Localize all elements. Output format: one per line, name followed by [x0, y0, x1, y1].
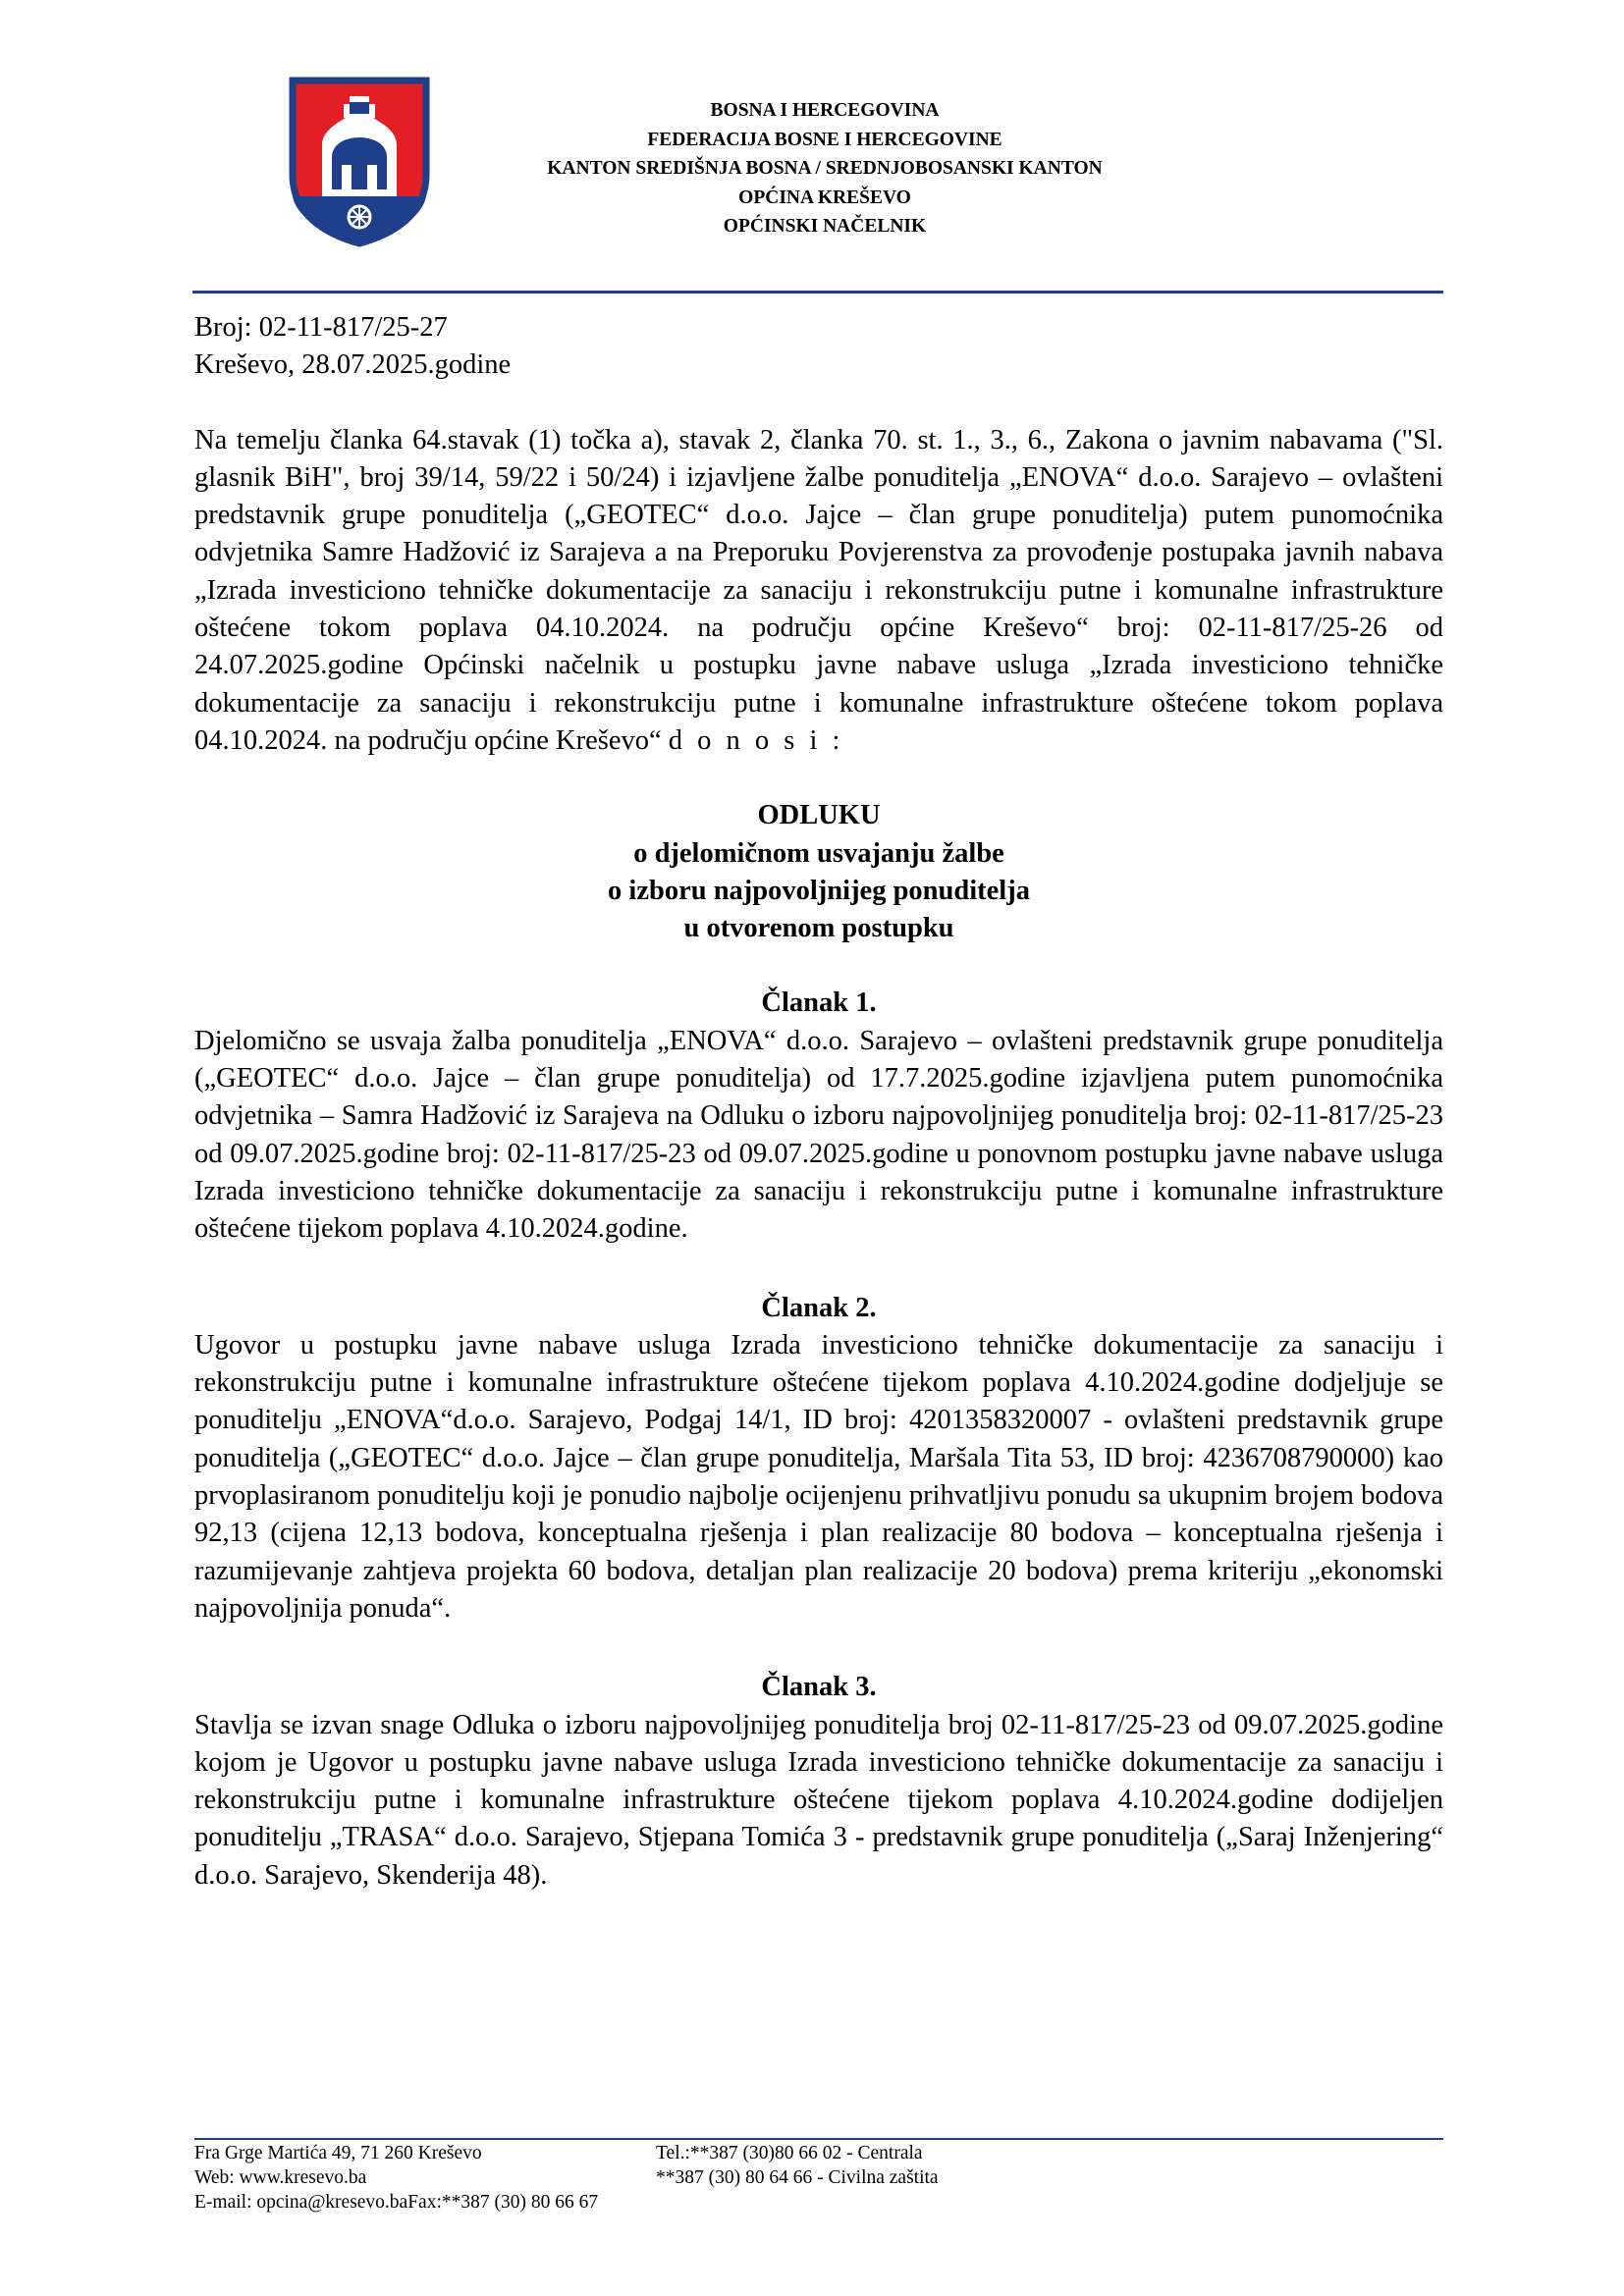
footer-tel-civil: **387 (30) 80 64 66 - Civilna zaštita	[656, 2167, 939, 2188]
document-place-date: Kreševo, 28.07.2025.godine	[194, 349, 512, 381]
article-1-heading: Članak 1.	[761, 988, 877, 1019]
header-country: BOSNA I HERCEGOVINA	[710, 100, 940, 121]
title-line-1: ODLUKU	[757, 800, 881, 831]
intro-text: Na temelju članka 64.stavak (1) točka a), stavak 2, članka 70. st. 1., 3., 6., Zakona o javnim nabavama ("Sl. glasnik BiH", broj 39/14, 59/22 i 50/24) i izjavljene žalbe ponuditelja „ENOVA“ d.o.o. Sarajevo – ovlašteni predstavnik grupe ponuditelja („GEOTEC“ d.o.o. Jajce – član grupe ponuditelja) putem punomoćnika odvjetnika Samre Hadžović iz Sarajeva a na Preporuku Povjerenstva za provođenje postupaka javnih nabava „Izrada investiciono tehničke dokumentacije za sanaciju i rekonstrukciju putne i komunalne infrastrukture oštećene tokom poplava 04.10.2024. na području općine Kreševo“ broj: 02-11-817/25-26 od 24.07.2025.godine Općinski načelnik u postupku javne nabave usluga „Izrada investiciono tehničke dokumentacije za sanaciju i rekonstrukciju putne i komunalne infrastrukture oštećene tokom poplava 04.10.2024. na području općine Kreševo“	[194, 424, 1443, 756]
article-2-heading: Članak 2.	[761, 1292, 877, 1323]
title-line-4: u otvorenom postupku	[683, 913, 954, 944]
header-municipality: OPĆINA KREŠEVO	[738, 187, 911, 208]
header-divider	[192, 291, 1443, 294]
intro-paragraph	[194, 422, 1443, 761]
document-number: Broj: 02-11-817/25-27	[194, 312, 448, 343]
footer-address: Fra Grge Martića 49, 71 260 Kreševo	[194, 2143, 482, 2163]
footer-web[interactable]: Web: www.kresevo.ba	[194, 2167, 367, 2188]
document-body	[194, 309, 1443, 1895]
article-2-text: Ugovor u postupku javne nabave usluga Izrada investiciono tehničke dokumentacije za sanaciju i rekonstrukciju putne i komunalne infrastrukture oštećene tijekom poplava 4.10.2024.godine dodjeljuje se ponuditelju „ENOVA“d.o.o. Sarajevo, Podgaj 14/1, ID broj: 4201358320007 - ovlašteni predstavnik grupe ponuditelja („GEOTEC“ d.o.o. Jajce – član grupe ponuditelja, Maršala Tita 53, ID broj: 4236708790000) kao prvoplasiranom ponuditelju koji je ponudio najbolje ocijenjenu prihvatljivu ponudu sa ukupnim brojem bodova 92,13 (cijena 12,13 bodova, konceptualna rješenja i plan realizacije 80 bodova – konceptualna rješenja i razumijevanje zahtjeva projekta 60 bodova, detaljan plan realizacije 20 bodova) prema kriteriju „ekonomski najpovoljnija ponuda“.	[194, 1329, 1443, 1624]
footer-email-fax[interactable]: E-mail: opcina@kresevo.baFax:**387 (30) 80 66 67	[194, 2192, 599, 2213]
header-office: OPĆINSKI NAČELNIK	[723, 216, 927, 237]
decision-title	[194, 797, 1443, 947]
article-3-heading: Članak 3.	[761, 1672, 877, 1703]
footer	[194, 2141, 1078, 2215]
document-meta	[194, 309, 1443, 385]
title-line-3: o izboru najpovoljnijeg ponuditelja	[608, 875, 1030, 906]
intro-end: d o n o s i :	[668, 724, 844, 756]
footer-divider	[194, 2138, 1443, 2140]
header-federation: FEDERACIJA BOSNE I HERCEGOVINE	[647, 129, 1002, 150]
header-canton: KANTON SREDIŠNJA BOSNA / SREDNJOBOSANSKI KANTON	[547, 158, 1103, 179]
article-3-text: Stavlja se izvan snage Odluka o izboru najpovoljnijeg ponuditelja broj 02-11-817/25-23 od 09.07.2025.godine kojom je Ugovor u postupku javne nabave usluga Izrada investiciono tehničke dokumentacije za sanaciju i rekonstrukciju putne i komunalne infrastrukture oštećene tijekom poplava 4.10.2024.godine dodijeljen ponuditelju „TRASA“ d.o.o. Sarajevo, Stjepana Tomića 3 - predstavnik grupe ponuditelja („Saraj Inženjering“ d.o.o. Sarajevo, Skenderija 48).	[194, 1709, 1443, 1891]
footer-tel: Tel.:**387 (30)80 66 02 - Centrala	[656, 2143, 923, 2163]
title-line-2: o djelomičnom usvajanju žalbe	[633, 837, 1004, 869]
letterhead	[461, 96, 1188, 241]
article-1-text: Djelomično se usvaja žalba ponuditelja „ENOVA“ d.o.o. Sarajevo – ovlašteni predstavnik grupe ponuditelja („GEOTEC“ d.o.o. Jajce – član grupe ponuditelja) od 17.7.2025.godine izjavljena putem punomoćnika odvjetnika – Samra Hadžović iz Sarajeva na Odluku o izboru najpovoljnijeg ponuditelja broj: 02-11-817/25-23 od 09.07.2025.godine broj: 02-11-817/25-23 od 09.07.2025.godine u ponovnom postupku javne nabave usluga Izrada investiciono tehničke dokumentacije za sanaciju i rekonstrukciju putne i komunalne infrastrukture oštećene tijekom poplava 4.10.2024.godine.	[194, 1025, 1443, 1245]
municipality-crest-icon	[287, 75, 432, 247]
